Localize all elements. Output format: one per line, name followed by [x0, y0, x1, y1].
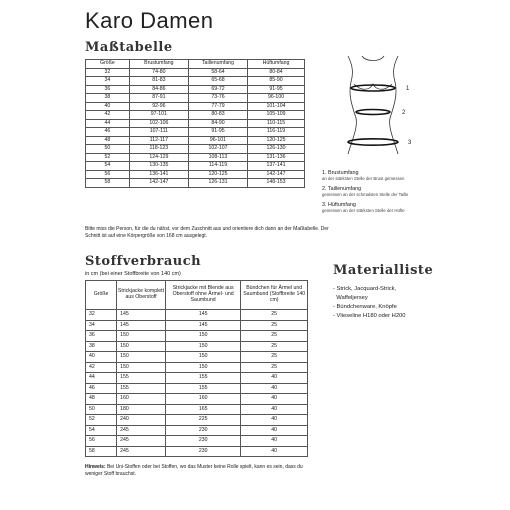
- table-cell: 40: [241, 394, 308, 405]
- table-cell: 44: [86, 119, 130, 128]
- table-cell: 116-119: [248, 128, 305, 137]
- table-cell: 225: [165, 415, 240, 426]
- table-cell: 44: [86, 373, 117, 384]
- table-cell: 32: [86, 68, 130, 77]
- material-list: [333, 285, 406, 321]
- table-row: [86, 320, 308, 331]
- legend-sub: gemessen an der schmalsten Stelle der Taille: [322, 192, 409, 198]
- table-cell: 150: [117, 341, 166, 352]
- table-cell: 245: [117, 436, 166, 447]
- table-cell: 230: [165, 446, 240, 457]
- bust-line: [351, 85, 395, 91]
- table-cell: 118-123: [129, 145, 188, 154]
- table-cell: 110-115: [248, 119, 305, 128]
- table-cell: 142-147: [248, 170, 305, 179]
- list-item: - Vlieseline H180 oder H200: [333, 312, 406, 319]
- table-cell: 58: [86, 179, 130, 188]
- table-row: [86, 425, 308, 436]
- table-row: [86, 179, 305, 188]
- table-row: [86, 170, 305, 179]
- table-cell: 145: [165, 310, 240, 321]
- table-cell: 137-141: [248, 162, 305, 171]
- column-header: Strickjacke komplett aus Oberstoff: [117, 281, 166, 310]
- table-cell: 36: [86, 85, 130, 94]
- legend-hip: [322, 202, 462, 214]
- table-cell: 150: [117, 362, 166, 373]
- list-item: - Bündchenware, Knöpfe: [333, 303, 397, 310]
- table-row: [86, 145, 305, 154]
- table-cell: 102-106: [129, 119, 188, 128]
- column-header: Brustumfang: [129, 60, 188, 69]
- table-cell: 25: [241, 341, 308, 352]
- bust-number: 1: [406, 86, 410, 92]
- table-cell: 25: [241, 331, 308, 342]
- table-cell: 40: [86, 352, 117, 363]
- table-cell: 50: [86, 145, 130, 154]
- table-cell: 80-84: [248, 68, 305, 77]
- table-cell: 150: [165, 352, 240, 363]
- table-cell: 56: [86, 436, 117, 447]
- table-cell: 91-95: [188, 128, 247, 137]
- table-cell: 160: [117, 394, 166, 405]
- legend-sub: an der stärksten Stelle der Brust gemessen: [322, 176, 405, 182]
- table-cell: 142-147: [129, 179, 188, 188]
- table-cell: 155: [117, 373, 166, 384]
- table-cell: 108-113: [188, 153, 247, 162]
- table-row: [86, 331, 308, 342]
- table-cell: 85-90: [248, 77, 305, 86]
- table-header-row: [86, 281, 308, 310]
- table-cell: 240: [117, 415, 166, 426]
- table-cell: 52: [86, 415, 117, 426]
- table-cell: 150: [165, 341, 240, 352]
- table-cell: 84-90: [188, 119, 247, 128]
- table-cell: 58-64: [188, 68, 247, 77]
- table-cell: 101-104: [248, 102, 305, 111]
- table-cell: 36: [86, 331, 117, 342]
- table-cell: 84-86: [129, 85, 188, 94]
- table-cell: 180: [117, 404, 166, 415]
- table-cell: 25: [241, 362, 308, 373]
- table-cell: 46: [86, 128, 130, 137]
- table-cell: 46: [86, 383, 117, 394]
- table-cell: 155: [165, 373, 240, 384]
- measurement-note: Bitte miss die Person, für die du nähst, vor dem Zuschnitt aus und orientiere dich dann an der Maßtabelle. Der Schnitt ist auf eine Körpergröße von 168 cm ausgelegt.: [85, 226, 329, 239]
- table-cell: 230: [165, 425, 240, 436]
- table-cell: 50: [86, 404, 117, 415]
- table-cell: 34: [86, 77, 130, 86]
- table-cell: 81-83: [129, 77, 188, 86]
- note-text: Bei Uni-Stoffen oder bei Stoffen, wo das Muster keine Rolle spielt, kann es sein, dass du weniger Stoff brauchst.: [85, 464, 303, 477]
- column-header: Größe: [86, 60, 130, 69]
- table-cell: 155: [165, 383, 240, 394]
- table-row: [86, 153, 305, 162]
- table-row: [86, 85, 305, 94]
- table-cell: 126-130: [248, 145, 305, 154]
- table-cell: 32: [86, 310, 117, 321]
- fabric-usage-subtitle: in cm (bei einer Stoffbreite von 140 cm): [85, 271, 181, 277]
- table-cell: 25: [241, 310, 308, 321]
- neckline: [362, 56, 384, 61]
- table-cell: 40: [86, 102, 130, 111]
- table-cell: 145: [165, 320, 240, 331]
- fabric-usage-table: [85, 280, 308, 457]
- table-cell: 87-91: [129, 94, 188, 103]
- legend-label: 1. Brustumfang: [322, 170, 359, 176]
- table-cell: 120-125: [188, 170, 247, 179]
- table-row: [86, 394, 308, 405]
- table-row: [86, 119, 305, 128]
- table-cell: 40: [241, 415, 308, 426]
- fabric-note: [85, 464, 320, 478]
- table-header-row: [86, 60, 305, 69]
- table-cell: 150: [117, 352, 166, 363]
- size-chart-heading: Maßtabelle: [85, 40, 173, 55]
- table-cell: 40: [241, 425, 308, 436]
- table-cell: 124-129: [129, 153, 188, 162]
- table-cell: 48: [86, 136, 130, 145]
- table-cell: 77-79: [188, 102, 247, 111]
- table-cell: 40: [241, 373, 308, 384]
- table-row: [86, 162, 305, 171]
- table-cell: 91-95: [248, 85, 305, 94]
- page-title: Karo Damen: [85, 8, 214, 33]
- waist-line: [356, 110, 390, 115]
- legend-sub: gemessen an der stärksten Stelle der Hüfte: [322, 208, 405, 214]
- table-cell: 40: [241, 436, 308, 447]
- table-cell: 65-68: [188, 77, 247, 86]
- table-cell: 150: [117, 331, 166, 342]
- table-cell: 160: [165, 394, 240, 405]
- table-cell: 96-100: [248, 94, 305, 103]
- table-cell: 74-80: [129, 68, 188, 77]
- table-cell: 40: [241, 404, 308, 415]
- table-cell: 69-72: [188, 85, 247, 94]
- table-cell: 120-125: [248, 136, 305, 145]
- table-cell: 56: [86, 170, 130, 179]
- column-header: Bündchen für Ärmel und Saumbund (Stoffbreite 140 cm): [241, 281, 308, 310]
- column-header: Taillenumfang: [188, 60, 247, 69]
- table-cell: 150: [165, 331, 240, 342]
- body-measurement-illustration: [318, 50, 428, 168]
- hip-number: 3: [408, 140, 412, 146]
- table-cell: 42: [86, 362, 117, 373]
- table-cell: 245: [117, 446, 166, 457]
- table-row: [86, 102, 305, 111]
- table-cell: 112-117: [129, 136, 188, 145]
- legend-label: 3. Hüftumfang: [322, 202, 356, 208]
- table-cell: 102-107: [188, 145, 247, 154]
- table-cell: 245: [117, 425, 166, 436]
- table-row: [86, 136, 305, 145]
- table-row: [86, 383, 308, 394]
- table-cell: 73-76: [188, 94, 247, 103]
- table-cell: 145: [117, 320, 166, 331]
- table-cell: 145: [117, 310, 166, 321]
- table-cell: 54: [86, 425, 117, 436]
- table-cell: 230: [165, 436, 240, 447]
- table-cell: 25: [241, 352, 308, 363]
- table-cell: 52: [86, 153, 130, 162]
- table-cell: 92-96: [129, 102, 188, 111]
- table-cell: 40: [241, 446, 308, 457]
- list-item: - Strick, Jacquard-Strick,: [333, 286, 397, 292]
- table-cell: 40: [241, 383, 308, 394]
- table-cell: 34: [86, 320, 117, 331]
- table-cell: 48: [86, 394, 117, 405]
- table-cell: 136-141: [129, 170, 188, 179]
- legend-bust: [322, 170, 462, 182]
- table-row: [86, 111, 305, 120]
- table-cell: 105-109: [248, 111, 305, 120]
- legend-waist: [322, 186, 462, 198]
- table-row: [86, 310, 308, 321]
- waist-number: 2: [402, 110, 406, 116]
- table-cell: 80-83: [188, 111, 247, 120]
- table-cell: 114-119: [188, 162, 247, 171]
- size-chart-table: [85, 59, 305, 188]
- table-cell: 42: [86, 111, 130, 120]
- column-header: Strickjacke mit Blende aus Oberstoff ohne Ärmel- und Saumbund: [165, 281, 240, 310]
- table-cell: 165: [165, 404, 240, 415]
- list-item: Waffeljersey: [333, 294, 368, 301]
- material-list-heading: Materialliste: [333, 263, 434, 278]
- legend-label: 2. Taillenumfang: [322, 186, 362, 192]
- table-cell: 131-136: [248, 153, 305, 162]
- table-row: [86, 77, 305, 86]
- table-cell: 107-111: [129, 128, 188, 137]
- table-cell: 155: [117, 383, 166, 394]
- table-cell: 25: [241, 320, 308, 331]
- table-cell: 126-131: [188, 179, 247, 188]
- fabric-usage-heading: Stoffverbrauch: [85, 254, 202, 269]
- table-cell: 54: [86, 162, 130, 171]
- table-cell: 38: [86, 341, 117, 352]
- hip-line: [348, 139, 398, 145]
- table-cell: 150: [165, 362, 240, 373]
- table-row: [86, 68, 305, 77]
- table-row: [86, 404, 308, 415]
- table-cell: 130-135: [129, 162, 188, 171]
- table-row: [86, 373, 308, 384]
- column-header: Hüftumfang: [248, 60, 305, 69]
- table-cell: 148-153: [248, 179, 305, 188]
- table-cell: 58: [86, 446, 117, 457]
- table-row: [86, 352, 308, 363]
- table-row: [86, 415, 308, 426]
- table-row: [86, 128, 305, 137]
- table-cell: 38: [86, 94, 130, 103]
- table-row: [86, 446, 308, 457]
- table-row: [86, 436, 308, 447]
- note-label: Hinweis:: [85, 464, 106, 470]
- table-cell: 96-101: [188, 136, 247, 145]
- table-cell: 97-101: [129, 111, 188, 120]
- table-row: [86, 341, 308, 352]
- column-header: Größe: [86, 281, 117, 310]
- table-row: [86, 362, 308, 373]
- table-row: [86, 94, 305, 103]
